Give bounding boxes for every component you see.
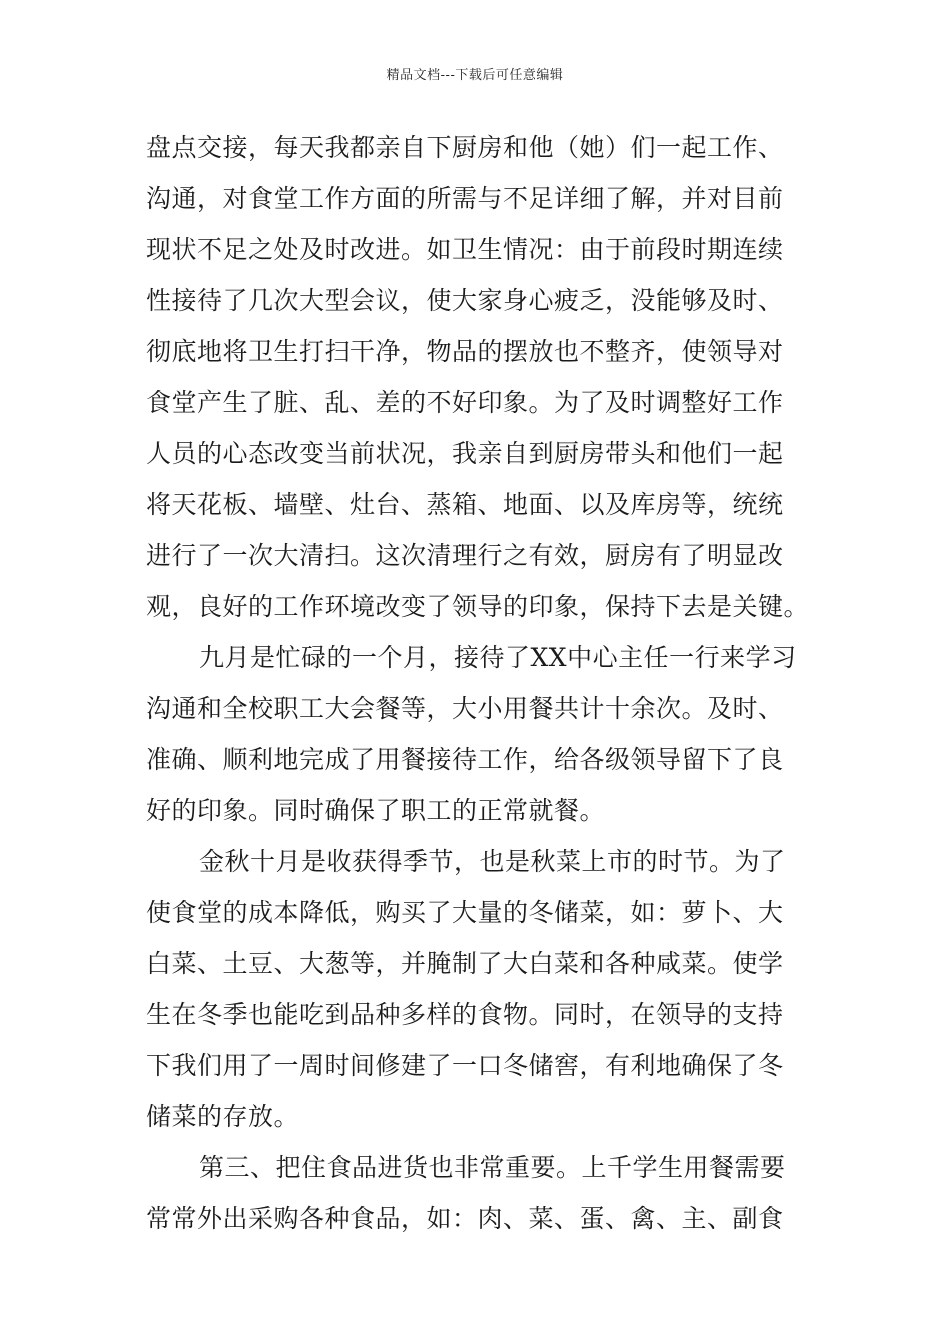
text-line: 常常外出采购各种食品，如：肉、菜、蛋、禽、主、副食 xyxy=(146,1204,784,1233)
text-line: 彻底地将卫生打扫干净，物品的摆放也不整齐，使领导对 xyxy=(146,337,784,366)
text-line: 沟通和全校职工大会餐等，大小用餐共计十余次。及时、 xyxy=(146,694,784,723)
text-line: 白菜、土豆、大葱等，并腌制了大白菜和各种咸菜。使学 xyxy=(146,949,784,978)
text-line: 储菜的存放。 xyxy=(146,1102,300,1131)
paragraph-start-line: 金秋十月是收获得季节，也是秋菜上市的时节。为了 xyxy=(199,847,786,876)
text-line: 观，良好的工作环境改变了领导的印象，保持下去是关键。 xyxy=(146,592,810,621)
text-line: 沟通，对食堂工作方面的所需与不足详细了解，并对目前 xyxy=(146,184,784,213)
text-line: 人员的心态改变当前状况，我亲自到厨房带头和他们一起 xyxy=(146,439,784,468)
text-line: 食堂产生了脏、乱、差的不好印象。为了及时调整好工作 xyxy=(146,388,784,417)
text-line: 进行了一次大清扫。这次清理行之有效，厨房有了明显改 xyxy=(146,541,784,570)
text-line: 现状不足之处及时改进。如卫生情况：由于前段时期连续 xyxy=(146,235,784,264)
text-line: 准确、顺利地完成了用餐接待工作，给各级领导留下了良 xyxy=(146,745,784,774)
text-line: 下我们用了一周时间修建了一口冬储窖，有利地确保了冬 xyxy=(146,1051,784,1080)
text-line: 将天花板、墙壁、灶台、蒸箱、地面、以及库房等，统统 xyxy=(146,490,784,519)
text-line: 使食堂的成本降低，购买了大量的冬储菜，如：萝卜、大 xyxy=(146,898,784,927)
text-line: 性接待了几次大型会议，使大家身心疲乏，没能够及时、 xyxy=(146,286,784,315)
text-line: 生在冬季也能吃到品种多样的食物。同时，在领导的支持 xyxy=(146,1000,784,1029)
paragraph-start-line: 九月是忙碌的一个月，接待了XX中心主任一行来学习 xyxy=(199,643,797,672)
page-header: 精品文档---下载后可任意编辑 xyxy=(386,68,564,83)
text-line: 好的印象。同时确保了职工的正常就餐。 xyxy=(146,796,606,825)
document-body xyxy=(146,122,810,1244)
text-line: 盘点交接，每天我都亲自下厨房和他（她）们一起工作、 xyxy=(146,133,784,162)
paragraph-start-line: 第三、把住食品进货也非常重要。上千学生用餐需要 xyxy=(199,1153,786,1182)
